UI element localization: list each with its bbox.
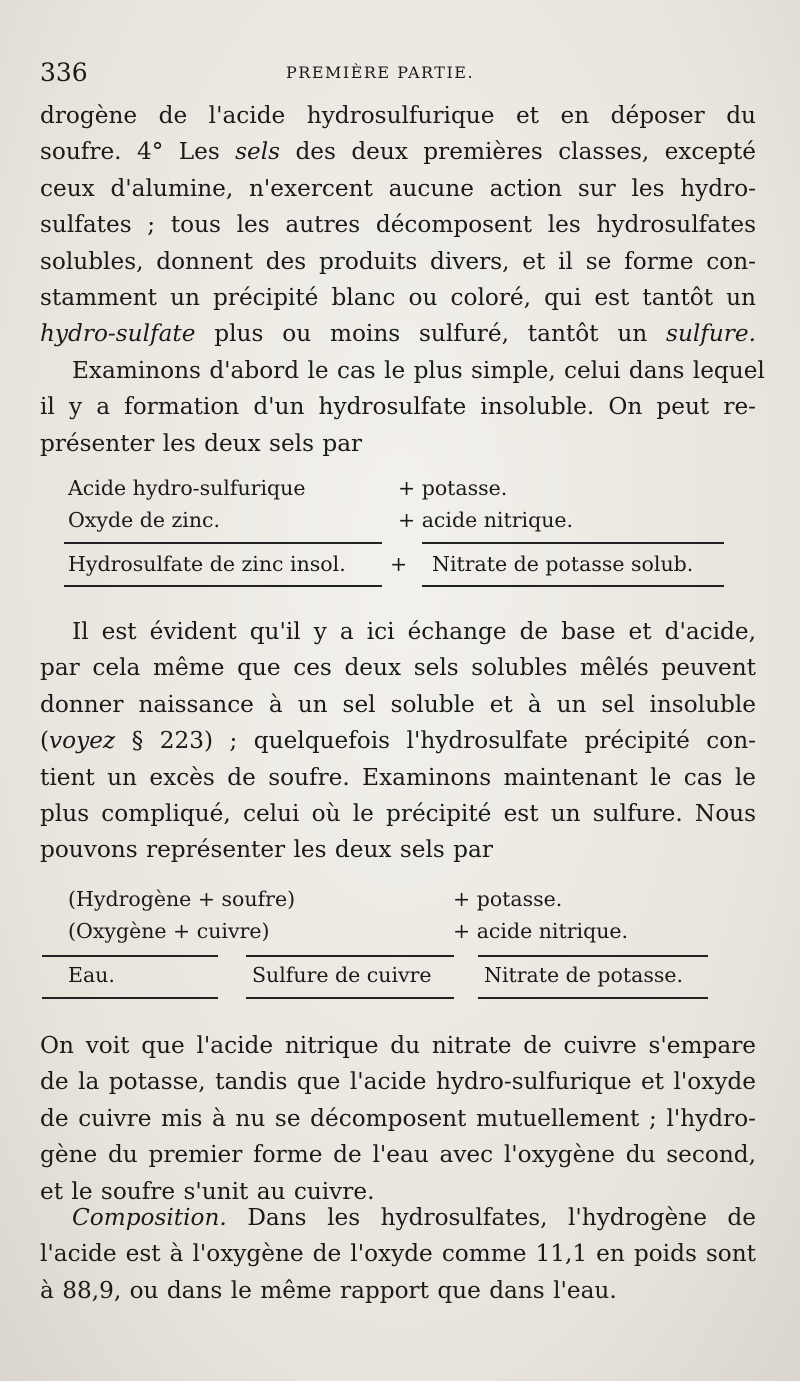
divider-rule: [422, 542, 724, 544]
text-line: et le soufre s'unit au cuivre.: [40, 1177, 375, 1205]
divider-rule: [478, 997, 708, 999]
reaction-table-1: [68, 473, 738, 593]
text-line: Il est évident qu'il y a ici échange de base et d'acide,: [72, 618, 756, 645]
italic-term: hydro-sulfate: [40, 320, 196, 348]
paragraph-1: [40, 98, 765, 462]
text-line: gène du premier forme de l'eau avec l'oxygène du second,: [40, 1141, 756, 1169]
page-number: 336: [40, 58, 88, 87]
text-line: drogène de l'acide hydrosulfurique et en déposer du: [40, 102, 756, 129]
text-line: donner naissance à un sel soluble et à un sel insoluble: [40, 690, 756, 718]
text-line: Examinons d'abord le cas le plus simple, celui dans lequel: [72, 356, 765, 384]
divider-rule: [246, 955, 454, 957]
text-line: stamment un précipité blanc ou coloré, qui est tantôt un: [40, 284, 756, 312]
running-title: PREMIÈRE PARTIE.: [286, 63, 475, 82]
divider-rule: [422, 585, 724, 587]
reactant-right: + potasse.: [453, 887, 563, 911]
divider-rule: [42, 955, 218, 957]
text-line: soufre. 4° Les sels des deux premières classes, excepté: [40, 138, 756, 166]
text-line: hydro-sulfate plus ou moins sulfuré, tantôt un sulfure.: [40, 320, 756, 348]
reactant-left: Acide hydro-sulfurique: [68, 476, 306, 500]
text-line: plus compliqué, celui où le précipité est un sulfure. Nous: [40, 800, 756, 828]
divider-rule: [478, 955, 708, 957]
paragraph-4: [40, 1200, 756, 1309]
text-line: sulfates ; tous les autres décomposent les hydrosulfates: [40, 211, 756, 239]
reactant-right: + acide nitrique.: [398, 508, 574, 532]
divider-rule: [64, 542, 382, 544]
reaction-table-2: [68, 884, 748, 1009]
reactant-left: (Hydrogène + soufre): [68, 887, 296, 911]
text-line: solubles, donnent des produits divers, et il se forme con-: [40, 247, 756, 275]
product: Sulfure de cuivre: [252, 963, 432, 987]
text-line: de la potasse, tandis que l'acide hydro-sulfurique et l'oxyde: [40, 1068, 756, 1096]
product: Eau.: [68, 963, 115, 987]
text-line: ceux d'alumine, n'exercent aucune action sur les hydro-: [40, 174, 756, 202]
text-line: à 88,9, ou dans le même rapport que dans l'eau.: [40, 1276, 617, 1304]
product: Nitrate de potasse.: [484, 963, 684, 987]
reactant-right: + acide nitrique.: [453, 919, 629, 943]
text-line: On voit que l'acide nitrique du nitrate de cuivre s'empare: [40, 1032, 756, 1059]
text-line: de cuivre mis à nu se décomposent mutuellement ; l'hydro-: [40, 1104, 756, 1132]
divider-rule: [42, 997, 218, 999]
text-line: (voyez § 223) ; quelquefois l'hydrosulfate précipité con-: [40, 727, 756, 755]
divider-rule: [64, 585, 382, 587]
paragraph-2: [40, 614, 756, 869]
text-line: il y a formation d'un hydrosulfate insoluble. On peut re-: [40, 393, 756, 421]
divider-rule: [246, 997, 454, 999]
italic-term: sulfure.: [666, 320, 756, 348]
text-line: Composition. Dans les hydrosulfates, l'hydrogène de: [72, 1204, 756, 1231]
reactant-left: (Oxygène + cuivre): [68, 919, 270, 943]
text-line: par cela même que ces deux sels solubles mêlés peuvent: [40, 654, 756, 682]
plus-sign: +: [390, 552, 408, 576]
italic-term: voyez: [49, 727, 116, 755]
text-line: tient un excès de soufre. Examinons maintenant le cas le: [40, 763, 756, 791]
product-left: Hydrosulfate de zinc insol.: [68, 552, 346, 576]
product-right: Nitrate de potasse solub.: [432, 552, 694, 576]
reactant-right: + potasse.: [398, 476, 508, 500]
italic-term: sels: [235, 138, 281, 166]
text-line: l'acide est à l'oxygène de l'oxyde comme 11,1 en poids sont: [40, 1240, 756, 1268]
text-line: présenter les deux sels par: [40, 429, 363, 457]
text-line: pouvons représenter les deux sels par: [40, 836, 493, 864]
paragraph-3: [40, 1028, 756, 1210]
reactant-left: Oxyde de zinc.: [68, 508, 221, 532]
page-header: [40, 58, 760, 94]
section-lead: Composition.: [72, 1204, 227, 1231]
